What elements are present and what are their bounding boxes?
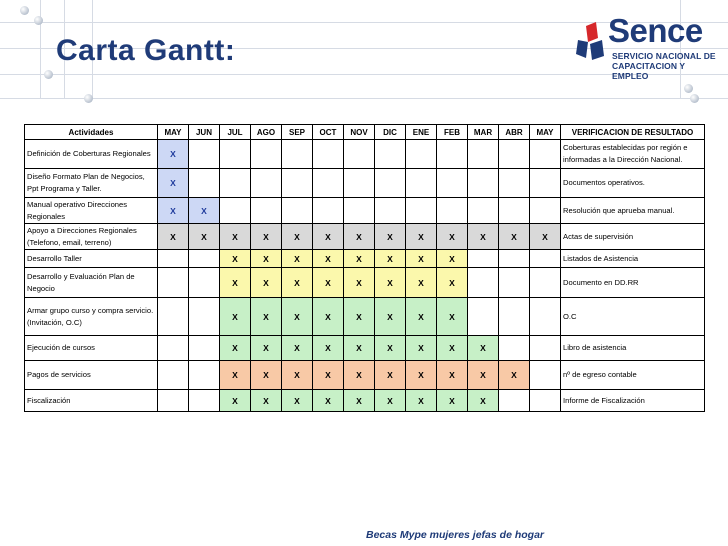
month-cell: X	[313, 268, 344, 298]
month-cell: X	[220, 298, 251, 336]
month-cell: X	[375, 390, 406, 412]
gantt-table	[24, 124, 705, 412]
month-cell: X	[282, 336, 313, 361]
month-cell: X	[282, 224, 313, 250]
month-cell: X	[220, 268, 251, 298]
month-cell: X	[158, 224, 189, 250]
month-cell	[375, 140, 406, 169]
month-cell: X	[282, 298, 313, 336]
table-row	[25, 336, 705, 361]
month-cell	[530, 169, 561, 198]
month-cell	[189, 298, 220, 336]
header-month: FEB	[437, 125, 468, 140]
verification-cell: Documento en DD.RR	[561, 268, 705, 298]
header-month: ABR	[499, 125, 530, 140]
header-verification: VERIFICACION DE RESULTADO	[561, 125, 705, 140]
month-cell: X	[406, 250, 437, 268]
month-cell: X	[375, 336, 406, 361]
month-cell: X	[437, 361, 468, 390]
table-row	[25, 298, 705, 336]
header-month: MAY	[158, 125, 189, 140]
month-cell	[468, 298, 499, 336]
month-cell: X	[344, 224, 375, 250]
month-cell: X	[313, 298, 344, 336]
month-cell	[499, 390, 530, 412]
month-cell	[437, 198, 468, 224]
month-cell: X	[251, 224, 282, 250]
month-cell: X	[530, 224, 561, 250]
activity-cell: Manual operativo Direcciones Regionales	[25, 198, 158, 224]
month-cell	[158, 268, 189, 298]
month-cell	[499, 169, 530, 198]
month-cell: X	[437, 336, 468, 361]
month-cell	[282, 140, 313, 169]
month-cell: X	[437, 298, 468, 336]
month-cell: X	[406, 224, 437, 250]
month-cell	[375, 169, 406, 198]
activity-cell: Fiscalización	[25, 390, 158, 412]
month-cell	[313, 140, 344, 169]
header-month: NOV	[344, 125, 375, 140]
page-title: Carta Gantt:	[56, 34, 236, 67]
month-cell: X	[375, 298, 406, 336]
month-cell	[313, 198, 344, 224]
month-cell	[251, 169, 282, 198]
month-cell	[499, 298, 530, 336]
month-cell	[530, 198, 561, 224]
month-cell: X	[468, 224, 499, 250]
month-cell: X	[344, 336, 375, 361]
month-cell: X	[220, 224, 251, 250]
month-cell	[313, 169, 344, 198]
month-cell: X	[313, 224, 344, 250]
month-cell	[499, 336, 530, 361]
month-cell	[468, 198, 499, 224]
month-cell	[189, 169, 220, 198]
month-cell	[499, 140, 530, 169]
month-cell: X	[251, 336, 282, 361]
header-month: OCT	[313, 125, 344, 140]
month-cell	[530, 140, 561, 169]
month-cell	[158, 361, 189, 390]
month-cell: X	[158, 198, 189, 224]
month-cell: X	[468, 390, 499, 412]
month-cell	[220, 140, 251, 169]
month-cell: X	[189, 198, 220, 224]
month-cell: X	[313, 250, 344, 268]
month-cell	[468, 250, 499, 268]
month-cell	[530, 250, 561, 268]
month-cell: X	[282, 250, 313, 268]
verification-cell: Documentos operativos.	[561, 169, 705, 198]
verification-cell: Informe de Fiscalización	[561, 390, 705, 412]
table-row	[25, 224, 705, 250]
activity-cell: Armar grupo curso y compra servicio.(Invitación, O.C)	[25, 298, 158, 336]
month-cell: X	[344, 268, 375, 298]
month-cell	[344, 140, 375, 169]
header-month: SEP	[282, 125, 313, 140]
month-cell: X	[158, 140, 189, 169]
month-cell	[406, 198, 437, 224]
month-cell: X	[282, 390, 313, 412]
month-cell: X	[375, 361, 406, 390]
month-cell	[189, 268, 220, 298]
activity-cell: Desarrollo Taller	[25, 250, 158, 268]
table-header-row	[25, 125, 705, 140]
month-cell: X	[406, 390, 437, 412]
table-row	[25, 250, 705, 268]
activity-cell: Desarrollo y Evaluación Plan de Negocio	[25, 268, 158, 298]
month-cell	[468, 140, 499, 169]
month-cell	[437, 140, 468, 169]
month-cell: X	[437, 250, 468, 268]
month-cell	[282, 198, 313, 224]
month-cell	[189, 361, 220, 390]
logo-emblem-icon	[572, 20, 608, 64]
month-cell: X	[251, 250, 282, 268]
month-cell	[344, 198, 375, 224]
month-cell	[530, 361, 561, 390]
month-cell	[406, 169, 437, 198]
month-cell: X	[344, 390, 375, 412]
activity-cell: Pagos de servicios	[25, 361, 158, 390]
month-cell: X	[344, 298, 375, 336]
month-cell	[499, 198, 530, 224]
month-cell	[189, 336, 220, 361]
month-cell	[220, 169, 251, 198]
month-cell: X	[406, 361, 437, 390]
activity-cell: Diseño Formato Plan de Negocios, Ppt Programa y Taller.	[25, 169, 158, 198]
month-cell: X	[251, 361, 282, 390]
month-cell: X	[406, 336, 437, 361]
month-cell: X	[468, 336, 499, 361]
month-cell: X	[499, 224, 530, 250]
activity-cell: Ejecución de cursos	[25, 336, 158, 361]
table-row	[25, 390, 705, 412]
logo-wordmark: Sence	[608, 12, 703, 49]
month-cell: X	[437, 268, 468, 298]
month-cell: X	[158, 169, 189, 198]
header-month: JUL	[220, 125, 251, 140]
month-cell: X	[375, 224, 406, 250]
month-cell: X	[437, 224, 468, 250]
month-cell	[189, 140, 220, 169]
activity-cell: Definición de Coberturas Regionales	[25, 140, 158, 169]
month-cell	[375, 198, 406, 224]
activity-cell: Apoyo a Direcciones Regionales (Telefono, email, terreno)	[25, 224, 158, 250]
month-cell	[158, 336, 189, 361]
table-row	[25, 169, 705, 198]
month-cell: X	[282, 268, 313, 298]
table-row	[25, 198, 705, 224]
month-cell: X	[313, 361, 344, 390]
month-cell	[189, 390, 220, 412]
month-cell: X	[220, 361, 251, 390]
month-cell: X	[313, 336, 344, 361]
header-month: AGO	[251, 125, 282, 140]
month-cell: X	[406, 268, 437, 298]
table-row	[25, 361, 705, 390]
month-cell	[530, 268, 561, 298]
month-cell	[158, 390, 189, 412]
logo-subtitle-line2: CAPACITACION Y EMPLEO	[612, 61, 686, 81]
sence-logo	[570, 12, 720, 81]
month-cell	[530, 336, 561, 361]
header-month: MAR	[468, 125, 499, 140]
month-cell	[220, 198, 251, 224]
header-month: DIC	[375, 125, 406, 140]
month-cell: X	[375, 268, 406, 298]
month-cell: X	[468, 361, 499, 390]
header-month: JUN	[189, 125, 220, 140]
month-cell: X	[282, 361, 313, 390]
month-cell: X	[375, 250, 406, 268]
month-cell: X	[437, 390, 468, 412]
logo-subtitle-line1: SERVICIO NACIONAL DE	[612, 51, 716, 61]
month-cell	[344, 169, 375, 198]
table-row	[25, 140, 705, 169]
verification-cell: Resolución que aprueba manual.	[561, 198, 705, 224]
month-cell	[499, 268, 530, 298]
month-cell	[158, 298, 189, 336]
month-cell	[437, 169, 468, 198]
month-cell: X	[189, 224, 220, 250]
month-cell: X	[251, 298, 282, 336]
header-month: MAY	[530, 125, 561, 140]
header-month: ENE	[406, 125, 437, 140]
month-cell: X	[251, 268, 282, 298]
verification-cell: Libro de asistencia	[561, 336, 705, 361]
footer-caption: Becas Mype mujeres jefas de hogar	[366, 529, 544, 541]
month-cell: X	[220, 390, 251, 412]
month-cell	[499, 250, 530, 268]
month-cell	[251, 140, 282, 169]
month-cell: X	[344, 361, 375, 390]
month-cell	[530, 390, 561, 412]
verification-cell: Coberturas establecidas por región e informadas a la Dirección Nacional.	[561, 140, 705, 169]
verification-cell: Listados de Asistencia	[561, 250, 705, 268]
verification-cell: Actas de supervisión	[561, 224, 705, 250]
month-cell: X	[251, 390, 282, 412]
month-cell	[189, 250, 220, 268]
month-cell	[251, 198, 282, 224]
table-body	[25, 140, 705, 412]
month-cell	[468, 268, 499, 298]
month-cell: X	[220, 336, 251, 361]
verification-cell: O.C	[561, 298, 705, 336]
header-activities: Actividades	[25, 125, 158, 140]
month-cell	[282, 169, 313, 198]
verification-cell: nº de egreso contable	[561, 361, 705, 390]
month-cell: X	[344, 250, 375, 268]
month-cell	[530, 298, 561, 336]
month-cell	[158, 250, 189, 268]
month-cell: X	[406, 298, 437, 336]
month-cell	[468, 169, 499, 198]
table-row	[25, 268, 705, 298]
month-cell: X	[220, 250, 251, 268]
month-cell: X	[499, 361, 530, 390]
month-cell	[406, 140, 437, 169]
month-cell: X	[313, 390, 344, 412]
